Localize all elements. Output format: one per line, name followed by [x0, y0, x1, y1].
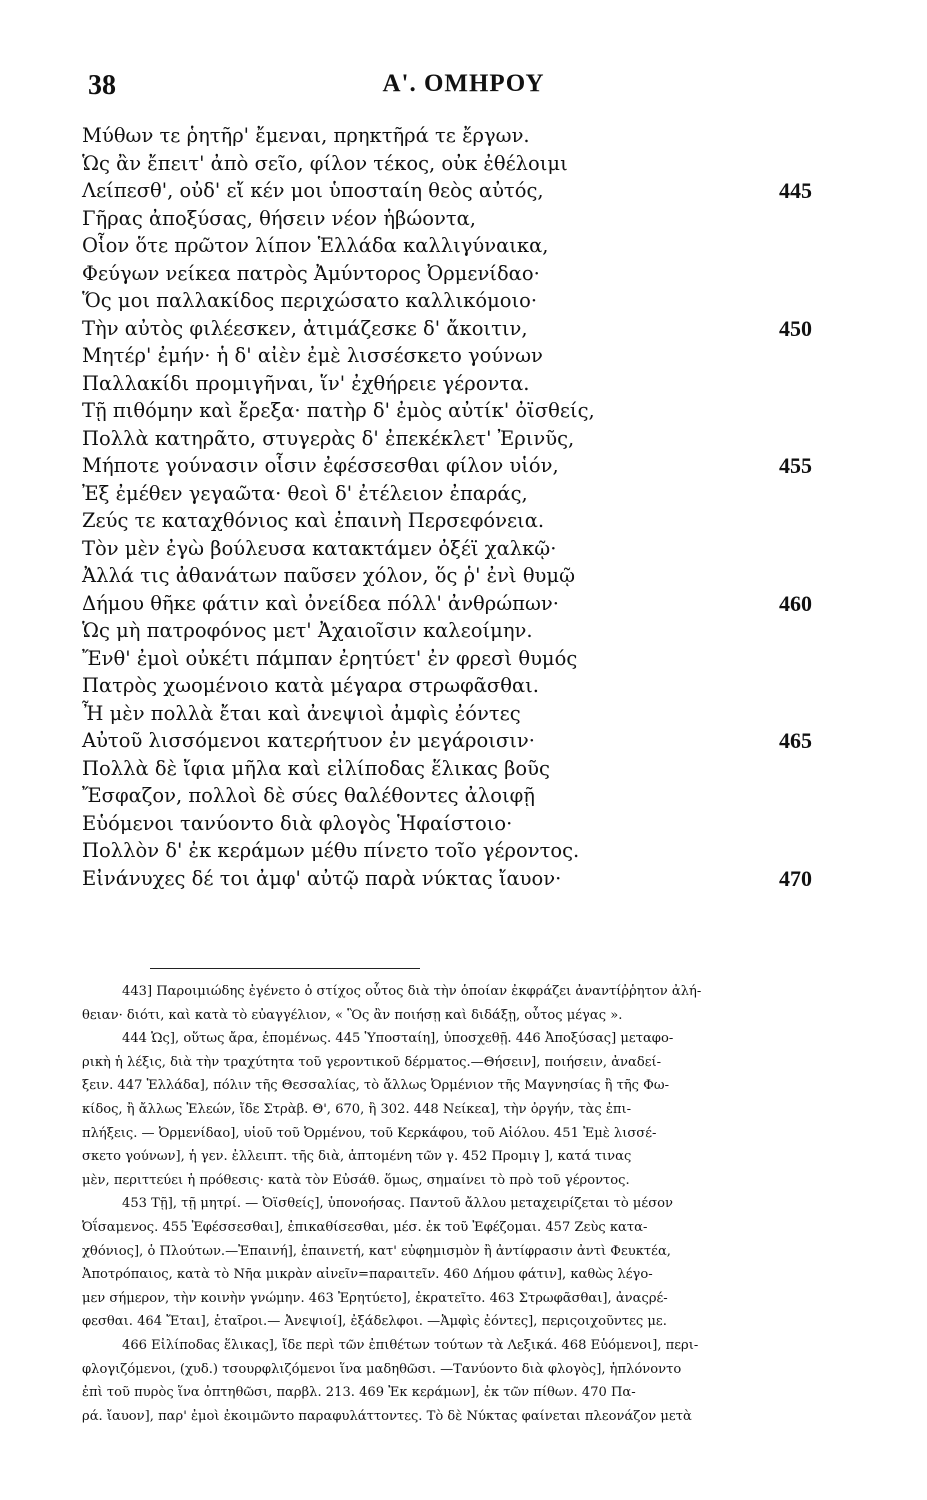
verse-line	[82, 617, 842, 645]
verse-line	[82, 700, 842, 728]
page-number: 38	[88, 70, 116, 101]
footnote-line: σκετο γούνων], ἡ γεν. ἐλλειπτ. τῆς διὰ, ἁπτομένη τῶν γ. 452 Προμιγ ], κατά τινας	[82, 1149, 632, 1165]
verse-line	[82, 727, 842, 755]
verse-text: Τὴν αὐτὸς φιλέεσκεν, ἀτιμάζεσκε δ' ἄκοιτιν,	[82, 316, 528, 340]
footnote-divider	[150, 968, 420, 969]
footnote-line: πλήξεις. — Ὀρμενίδαο], υἱοῦ τοῦ Ὀρμένου, τοῦ Κερκάφου, τοῦ Αἰόλου. 451 Ἐμὲ λισσέ-	[82, 1125, 657, 1141]
verse-text: Εὑόμενοι τανύοντο διὰ φλογὸς Ἡφαίστοιο·	[82, 811, 513, 835]
footnote-line: φεσθαι. 464 Ἔται], ἑταῖροι.— Ἀνεψιοί], ἐξάδελφοι. —Ἀμφὶς ἐόντες], περιςοιχοῦντες με.	[82, 1314, 667, 1330]
verse-line	[82, 370, 842, 398]
verse-text: Οἷον ὅτε πρῶτον λίπον Ἑλλάδα καλλιγύναικα,	[82, 234, 549, 257]
verse-text: Ὡς μὴ πατροφόνος μετ' Ἀχαιοῖσιν καλεοίμην.	[82, 619, 533, 642]
verse-text: Τῇ πιθόμην καὶ ἔρεξα· πατὴρ δ' ἐμὸς αὐτίκ' ὀϊσθείς,	[82, 399, 595, 422]
verse-text: Ὅς μοι παλλακίδος περιχώσατο καλλικόμοιο·	[82, 289, 538, 312]
verse-line	[82, 837, 842, 865]
verse-text: Γῆρας ἀποξύσας, θήσειν νέον ἡβώοντα,	[82, 206, 476, 230]
verse-line	[82, 205, 842, 233]
verse-line	[82, 755, 842, 783]
verse-text: Δήμου θῆκε φάτιν καὶ ὀνείδεα πόλλ' ἀνθρώπων·	[82, 591, 559, 615]
verse-text: Μήποτε γούνασιν οἷσιν ἐφέσσεσθαι φίλον υἱόν,	[82, 454, 559, 477]
line-number: 450	[779, 315, 812, 341]
footnotes-block	[82, 980, 844, 1428]
footnote-line: ρά. ἴαυον], παρ' ἐμοὶ ἐκοιμῶντο παραφυλάττοντες. Τὸ δὲ Νύκτας φαίνεται πλεονάζον μετὰ	[82, 1408, 692, 1424]
verse-text: Πολλὰ κατηρᾶτο, στυγερὰς δ' ἐπεκέκλετ' Ἐρινῦς,	[82, 426, 575, 450]
verse-line	[82, 425, 842, 453]
verse-line	[82, 535, 842, 563]
verse-line	[82, 507, 842, 535]
footnote-line: χθόνιος], ὁ Πλούτων.—Ἐπαινή], ἐπαινετή, κατ' εὐφημισμὸν ἢ ἀντίφρασιν ἀντὶ Φευκτέα,	[82, 1243, 671, 1259]
verse-line	[82, 232, 842, 260]
verse-line	[82, 287, 842, 315]
verse-text: Αὐτοῦ λισσόμενοι κατερήτυον ἐν μεγάροισιν·	[82, 729, 535, 752]
line-number: 465	[779, 728, 812, 753]
footnote-line: θειαν· διότι, καὶ κατὰ τὸ εὐαγγέλιον, « Ὃς ἂν ποιήσῃ καὶ διδάξῃ, οὗτος μέγας ».	[82, 1007, 623, 1023]
footnote-line: 466 Εἰλίποδας ἕλικας], ἴδε περὶ τῶν ἐπιθέτων τούτων τὰ Λεξικά. 468 Εὑόμενοι], περι-	[122, 1337, 699, 1353]
footnote-line: μὲν, περιττεύει ἡ πρόθεσις· κατὰ τὸν Εὐσάθ. ὅμως, σημαίνει τὸ πρὸ τοῦ γέροντος.	[82, 1172, 630, 1188]
verse-line	[82, 122, 842, 150]
verse-line	[82, 480, 842, 508]
footnote-line: 443] Παροιμιώδης ἐγένετο ὁ στίχος οὗτος διὰ τὴν ὁποίαν ἐκφράζει ἀναντίῤῥητον ἀλή-	[122, 984, 702, 999]
footnote-line: κίδος, ἢ ἄλλως Ἐλεών, ἴδε Στρὰβ. Θ', 670, ἢ 302. 448 Νείκεα], τὴν ὀργήν, τὰς ἐπι-	[82, 1101, 632, 1117]
verse-line	[82, 397, 842, 425]
verse-text: Πολλὸν δ' ἐκ κεράμων μέθυ πίνετο τοῖο γέροντος.	[82, 839, 580, 862]
verse-line	[82, 865, 842, 893]
line-number: 445	[779, 178, 812, 203]
verse-line	[82, 562, 842, 590]
verse-block	[82, 122, 842, 892]
line-number: 455	[779, 453, 812, 478]
verse-line	[82, 645, 842, 673]
verse-text: Πατρὸς χωομένοιο κατὰ μέγαρα στρωφᾶσθαι.	[82, 674, 539, 697]
verse-text: Ζεύς τε καταχθόνιος καὶ ἐπαινὴ Περσεφόνεια.	[82, 509, 545, 532]
verse-text: Παλλακίδι προμιγῆναι, ἵν' ἐχθήρειε γέροντα.	[82, 371, 530, 395]
verse-line	[82, 672, 842, 700]
footnote-line: 444 Ὡς], οὕτως ἄρα, ἑπομένως. 445 Ὑποσταίη], ὑποσχεθῇ. 446 Ἀποξύσας] μεταφο-	[122, 1031, 674, 1047]
footnote-line: Ἀποτρόπαιος, κατὰ τὸ Νῆα μικρὰν αἰνεῖν=παραιτεῖν. 460 Δήμου φάτιν], καθὼς λέγο-	[82, 1267, 653, 1283]
footnote-line: 453 Τῇ], τῇ μητρί. — Ὀϊσθείς], ὑπονοήσας. Παντοῦ ἄλλου μεταχειρίζεται τὸ μέσον	[122, 1196, 673, 1212]
verse-text: Φεύγων νείκεα πατρὸς Ἀμύντορος Ὀρμενίδαο·	[82, 261, 540, 285]
verse-line	[82, 590, 842, 618]
running-head: Α'. ΟΜΗΡΟΥ	[382, 70, 545, 97]
line-number: 470	[779, 865, 812, 891]
verse-line	[82, 315, 842, 343]
footnote-line: Ὀΐσαμενος. 455 Ἐφέσσεσθαι], ἐπικαθίσεσθαι, μέσ. ἐκ τοῦ Ἐφέζομαι. 457 Ζεὺς κατα-	[82, 1219, 648, 1235]
verse-line	[82, 452, 842, 480]
line-number: 460	[779, 590, 812, 616]
verse-line	[82, 260, 842, 288]
verse-text: Εἰνάνυχες δέ τοι ἀμφ' αὐτῷ παρὰ νύκτας ἴαυον·	[82, 866, 562, 890]
verse-line	[82, 782, 842, 810]
footnote-line: ἐπὶ τοῦ πυρὸς ἵνα ὀπτηθῶσι, παρβλ. 213. 469 Ἐκ κεράμων], ἐκ τῶν πίθων. 470 Πα-	[82, 1385, 636, 1401]
verse-line	[82, 342, 842, 370]
verse-text: Ἔνθ' ἐμοὶ οὐκέτι πάμπαν ἐρητύετ' ἐν φρεσὶ θυμός	[82, 646, 578, 670]
verse-text: Ὡς ἂν ἔπειτ' ἀπὸ σεῖο, φίλον τέκος, οὐκ ἐθέλοιμι	[82, 151, 568, 175]
verse-text: Ἀλλά τις ἀθανάτων παῦσεν χόλον, ὅς ῥ' ἐνὶ θυμῷ	[82, 564, 575, 587]
verse-text: Τὸν μὲν ἐγὼ βούλευσα κατακτάμεν ὀξέϊ χαλκῷ·	[82, 536, 557, 560]
verse-text: Πολλὰ δὲ ἴφια μῆλα καὶ εἰλίποδας ἕλικας βοῦς	[82, 756, 550, 780]
verse-line	[82, 810, 842, 838]
footnote-line: μεν σήμερον, τὴν κοινὴν γνώμην. 463 Ἐρητύετο], ἐκρατεῖτο. 463 Στρωφᾶσθαι], ἀναςρέ-	[82, 1290, 668, 1306]
verse-text: Μύθων τε ῥητῆρ' ἔμεναι, πρηκτῆρά τε ἔργων.	[82, 124, 530, 147]
footnote-line: ρικὴ ἡ λέξις, διὰ τὴν τραχύτητα τοῦ γεροντικοῦ δέρματος.—Θήσειν], ποιήσειν, ἀναδεί-	[82, 1054, 662, 1070]
verse-text: Ἦ μὲν πολλὰ ἔται καὶ ἀνεψιοὶ ἀμφὶς ἐόντες	[82, 701, 521, 725]
verse-line	[82, 150, 842, 178]
footnote-line: φλογιζόμενοι, (χυδ.) τσουρφλιζόμενοι ἵνα μαδηθῶσι. —Τανύοντο διὰ φλογὸς], ἡπλόνοντο	[82, 1361, 682, 1377]
footnote-line: ξειν. 447 Ἑλλάδα], πόλιν τῆς Θεσσαλίας, τὸ ἄλλως Ὀρμένιον τῆς Μαγνησίας ἢ τῆς Φω-	[82, 1078, 670, 1094]
verse-text: Μητέρ' ἐμήν· ἡ δ' αἰὲν ἐμὲ λισσέσκετο γούνων	[82, 344, 543, 367]
verse-line	[82, 177, 842, 205]
verse-text: Ἐξ ἐμέθεν γεγαῶτα· θεοὶ δ' ἐτέλειον ἐπαράς,	[82, 481, 528, 505]
verse-text: Λείπεσθ', οὐδ' εἴ κέν μοι ὑποσταίη θεὸς αὐτός,	[82, 179, 544, 202]
verse-text: Ἔσφαζον, πολλοὶ δὲ σύες θαλέθοντες ἀλοιφῇ	[82, 784, 535, 807]
